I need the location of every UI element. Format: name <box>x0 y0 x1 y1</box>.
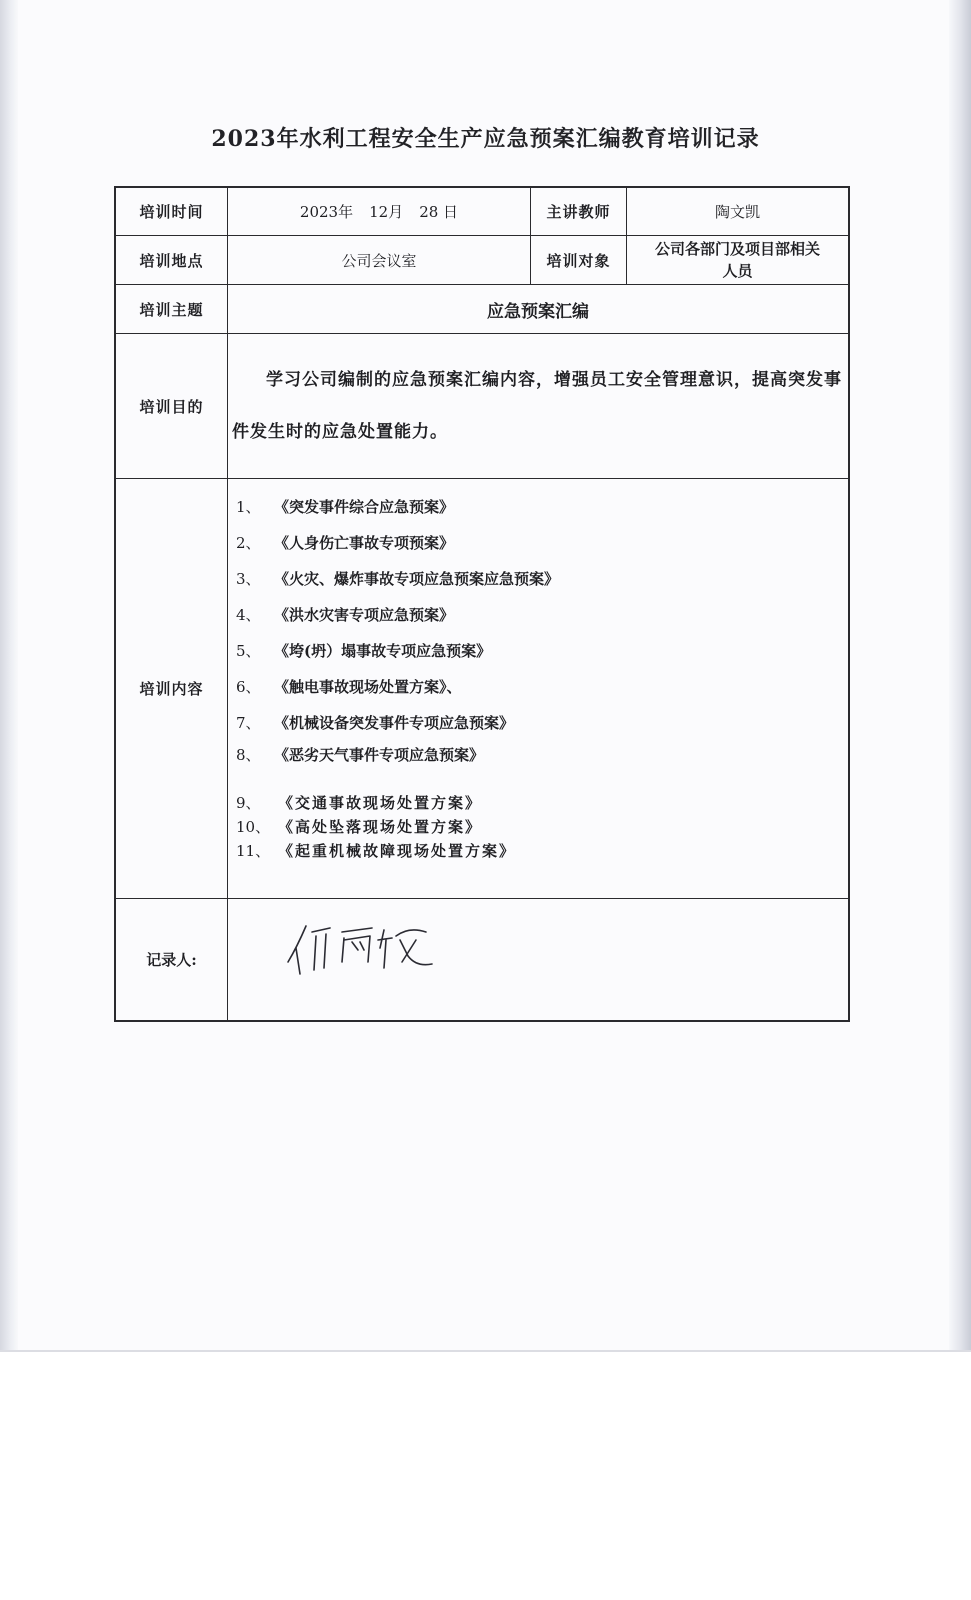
content-item-number: 10、 <box>236 818 271 836</box>
content-item-text: 《交通事故现场处置方案》 <box>278 794 483 812</box>
training-location-value: 公司会议室 <box>341 251 417 270</box>
content-item <box>236 744 484 765</box>
document-title: 2023年水利工程安全生产应急预案汇编教育培训记录 <box>211 126 760 152</box>
training-time-value <box>228 188 530 235</box>
training-purpose-label: 培训目的 <box>139 397 204 416</box>
content-item-text: 《起重机械故障现场处置方案》 <box>278 842 517 860</box>
training-year: 2023年 <box>299 203 354 221</box>
training-month: 12月 <box>369 203 404 221</box>
content-item-number: 6、 <box>236 678 261 696</box>
training-time-label: 培训时间 <box>139 203 204 221</box>
content-item-number: 7、 <box>236 714 261 732</box>
content-item-text: 《洪水灾害专项应急预案》 <box>274 606 455 624</box>
handwritten-signature-icon <box>286 918 436 982</box>
recorder-label: 记录人: <box>146 951 197 969</box>
teacher-label: 主讲教师 <box>546 203 611 221</box>
audience-line-2: 人员 <box>722 262 753 280</box>
training-purpose-text: 学习公司编制的应急预案汇编内容，增强员工安全管理意识，提高突发事件发生时的应急处置能力。 <box>232 370 842 442</box>
content-item-text: 《机械设备突发事件专项应急预案》 <box>274 714 515 732</box>
content-item <box>236 792 482 813</box>
scan-right-shadow <box>949 0 971 1352</box>
content-item-text: 《突发事件综合应急预案》 <box>274 498 455 516</box>
training-day: 28 日 <box>419 203 459 221</box>
content-item <box>236 496 454 517</box>
content-item-number: 1、 <box>236 498 261 516</box>
content-item-number: 2、 <box>236 534 261 552</box>
scan-left-shadow <box>0 0 18 1352</box>
content-item <box>236 676 462 697</box>
training-audience-label: 培训对象 <box>546 251 611 270</box>
training-audience-value <box>627 236 848 284</box>
paper-bottom-edge <box>0 1350 971 1352</box>
content-item-number: 5、 <box>236 642 261 660</box>
content-item <box>236 712 514 733</box>
teacher-value: 陶文凯 <box>714 203 760 221</box>
content-item-text: 《火灾、爆炸事故专项应急预案应急预案》 <box>274 570 560 588</box>
content-item <box>236 816 482 837</box>
content-item <box>236 532 454 553</box>
content-item-text: 《恶劣天气事件专项应急预案》 <box>274 746 485 764</box>
content-item-number: 8、 <box>236 746 261 764</box>
content-item-number: 9、 <box>236 794 261 812</box>
content-item-number: 4、 <box>236 606 261 624</box>
training-topic-label: 培训主题 <box>139 300 204 319</box>
training-record-table <box>114 186 850 1022</box>
content-item-text: 《触电事故现场处置方案》、 <box>274 678 462 696</box>
content-item <box>236 568 559 589</box>
training-topic-value: 应急预案汇编 <box>487 301 589 322</box>
content-item-text: 《人身伤亡事故专项预案》 <box>274 534 455 552</box>
recorder-signature <box>286 918 436 986</box>
content-item-text: 《垮(坍）塌事故专项应急预案》 <box>274 642 492 660</box>
content-item-number: 11、 <box>236 842 271 860</box>
content-item <box>236 604 454 625</box>
training-content-label: 培训内容 <box>139 680 204 698</box>
content-item <box>236 640 491 661</box>
content-item-text: 《高处坠落现场处置方案》 <box>278 818 483 836</box>
content-item <box>236 840 516 861</box>
training-location-label: 培训地点 <box>139 251 204 270</box>
audience-line-1: 公司各部门及项目部相关 <box>654 240 820 258</box>
content-item-number: 3、 <box>236 570 261 588</box>
